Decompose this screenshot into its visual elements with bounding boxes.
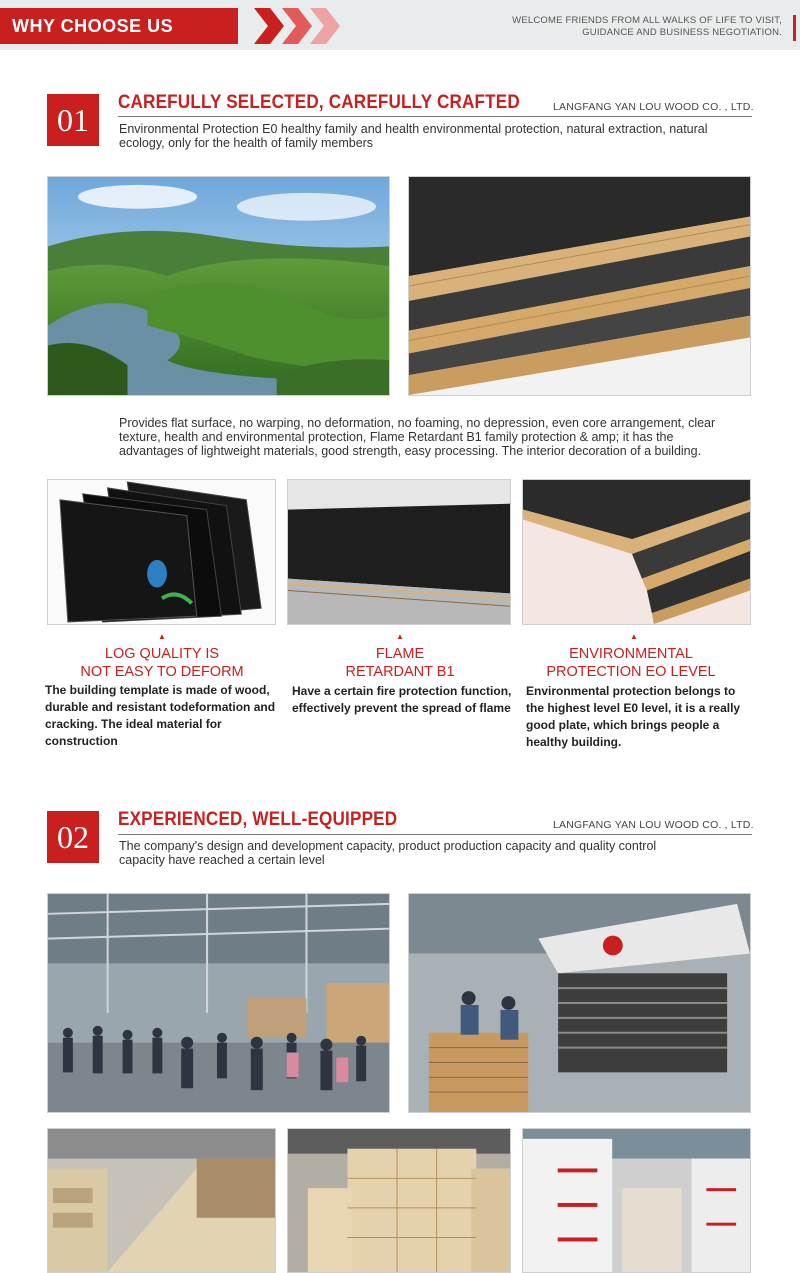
top-banner	[0, 0, 800, 50]
section-title: EXPERIENCED, WELL-EQUIPPED	[118, 809, 398, 830]
black-boards-photo	[47, 479, 276, 625]
feature-title-line: NOT EASY TO DEFORM	[80, 664, 244, 680]
section-description: Environmental Protection E0 healthy family and health environmental protection, natural extraction, natural ecology, only for the health of family members	[119, 122, 708, 150]
triangle-up-icon: ▲	[158, 632, 166, 641]
section-divider	[118, 834, 752, 835]
feature-title-line: FLAME	[375, 646, 425, 662]
feature-description: The building template is made of wood, durable and resistant todeformation and cracking. The ideal material for construction	[45, 683, 276, 748]
section-divider	[118, 116, 752, 117]
company-name: LANGFANG YAN LOU WOOD CO. , LTD.	[553, 101, 754, 113]
feature-title-line: ENVIRONMENTAL	[569, 646, 693, 662]
stacked-pallets-photo	[287, 1128, 511, 1273]
warehouse-boards-photo	[47, 1128, 276, 1273]
feature-description: Have a certain fire protection function, effectively prevent the spread of flame	[292, 684, 512, 715]
banner-title: WHY CHOOSE US	[12, 16, 174, 36]
feature-title-line: PROTECTION EO LEVEL	[546, 664, 716, 680]
triangle-up-icon: ▲	[396, 632, 404, 641]
section-number-badge: 01	[47, 94, 99, 146]
chevron-right-icon	[306, 8, 342, 44]
company-name: LANGFANG YAN LOU WOOD CO. , LTD.	[553, 819, 754, 831]
banner-tagline	[512, 15, 782, 39]
feature-title	[531, 645, 731, 681]
factory-workers-photo	[47, 893, 390, 1113]
tagline-line: WELCOME FRIENDS FROM ALL WALKS OF LIFE TO VISIT,	[512, 15, 782, 26]
feature-title-line: RETARDANT B1	[345, 664, 455, 680]
board-edges-photo	[522, 479, 751, 625]
feature-title	[62, 645, 262, 681]
flat-board-photo	[287, 479, 511, 625]
feature-title	[300, 645, 500, 681]
section-title: CAREFULLY SELECTED, CAREFULLY CRAFTED	[118, 92, 520, 113]
section-description: The company's design and development capacity, product production capacity and quality control capacity have reached a certain level	[119, 839, 657, 867]
packaged-stock-photo	[522, 1128, 751, 1273]
tagline-line: GUIDANCE AND BUSINESS NEGOTIATION.	[582, 27, 782, 38]
banner-accent-bar	[793, 15, 796, 41]
triangle-up-icon: ▲	[630, 632, 638, 641]
section-number-badge: 02	[47, 811, 99, 863]
feature-description: Environmental protection belongs to the highest level E0 level, it is a really good plate, which brings people a healthy building.	[526, 684, 741, 749]
feature-title-line: LOG QUALITY IS	[104, 646, 220, 662]
forest-landscape-photo	[47, 176, 390, 396]
product-paragraph: Provides flat surface, no warping, no deformation, no foaming, no depression, even core arrangement, clear texture, health and environmental protection, Flame Retardant B1 family protection & amp; it has the advantages of lightweight materials, good strength, easy processing. The interior decoration of a building.	[119, 416, 716, 458]
plywood-stack-photo	[408, 176, 751, 396]
press-machine-photo	[408, 893, 751, 1113]
